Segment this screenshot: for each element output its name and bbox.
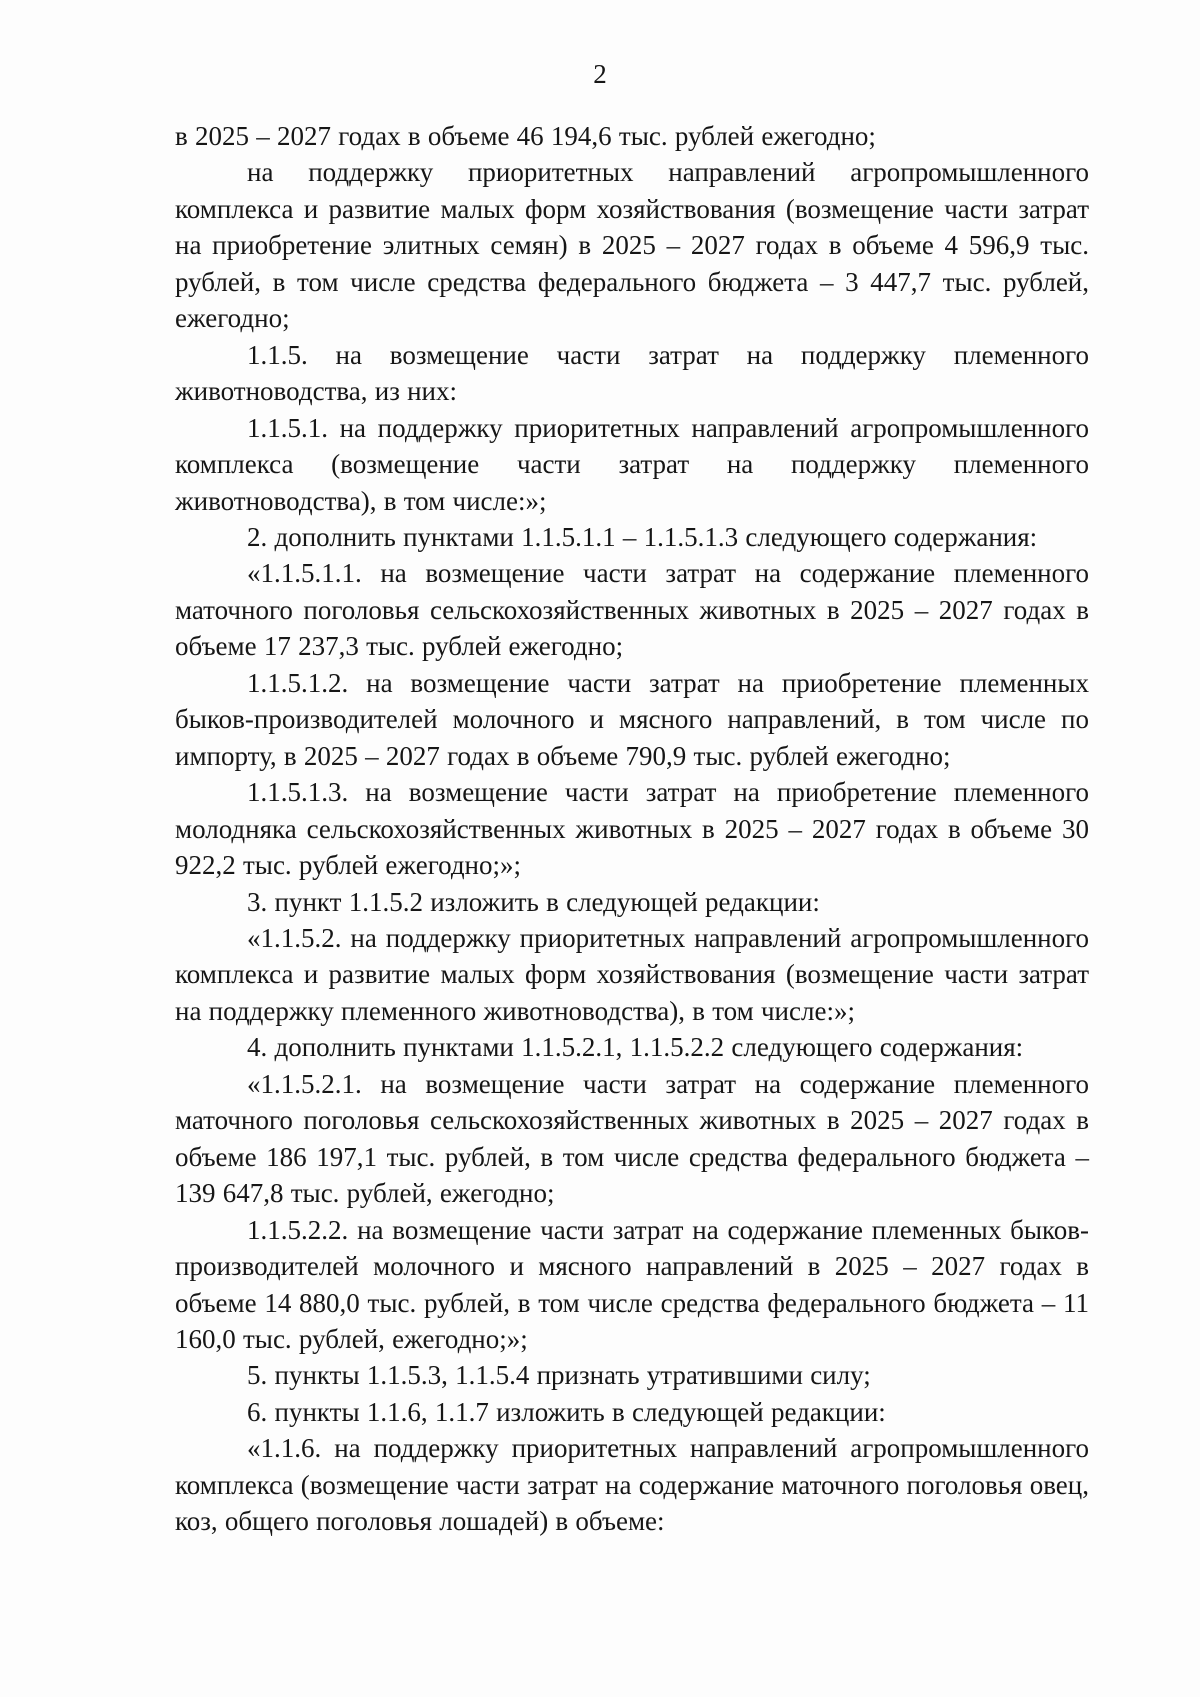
paragraph: 3. пункт 1.1.5.2 изложить в следующей редакции: [247, 886, 820, 917]
document-body [175, 118, 1089, 1540]
paragraph: 1.1.5. на возмещение части затрат на поддержку племенного животноводства, из них: [175, 339, 1089, 407]
paragraph: 1.1.5.1. на поддержку приоритетных направлений агропромышленного комплекса (возмещение части затрат на поддержку племенного животноводства), в том числе:»; [175, 412, 1089, 516]
paragraph: «1.1.5.2. на поддержку приоритетных направлений агропромышленного комплекса и развитие малых форм хозяйствования (возмещение части затрат на поддержку племенного животноводства), в том числе:»; [175, 922, 1089, 1026]
paragraph: 5. пункты 1.1.5.3, 1.1.5.4 признать утратившими силу; [247, 1360, 871, 1391]
paragraph: «1.1.6. на поддержку приоритетных направлений агропромышленного комплекса (возмещение части затрат на содержание маточного поголовья овец, коз, общего поголовья лошадей) в объеме: [175, 1433, 1089, 1537]
paragraph: 4. дополнить пунктами 1.1.5.2.1, 1.1.5.2.2 следующего содержания: [247, 1032, 1024, 1063]
paragraph: 1.1.5.2.2. на возмещение части затрат на содержание племенных быков-производителей молочного и мясного направлений в 2025 – 2027 годах в объеме 14 880,0 тыс. рублей, в том числе средства федерального бюджета – 11 160,0 тыс. рублей, ежегодно;»; [175, 1214, 1089, 1354]
paragraph: 2. дополнить пунктами 1.1.5.1.1 – 1.1.5.1.3 следующего содержания: [247, 521, 1038, 552]
paragraph: на поддержку приоритетных направлений агропромышленного комплекса и развитие малых форм хозяйствования (возмещение части затрат на приобретение элитных семян) в 2025 – 2027 годах в объеме 4 596,9 тыс. рублей, в том числе средства федерального бюджета – 3 447,7 тыс. рублей, ежегодно; [175, 157, 1089, 334]
paragraph: «1.1.5.2.1. на возмещение части затрат на содержание племенного маточного поголовья сельскохозяйственных животных в 2025 – 2027 годах в объеме 186 197,1 тыс. рублей, в том числе средства федерального бюджета – 139 647,8 тыс. рублей, ежегодно; [175, 1068, 1089, 1209]
paragraph: «1.1.5.1.1. на возмещение части затрат на содержание племенного маточного поголовья сельскохозяйственных животных в 2025 – 2027 годах в объеме 17 237,3 тыс. рублей ежегодно; [175, 558, 1089, 662]
paragraph: 1.1.5.1.2. на возмещение части затрат на приобретение племенных быков-производителей молочного и мясного направлений, в том числе по импорту, в 2025 – 2027 годах в объеме 790,9 тыс. рублей ежегодно; [175, 667, 1089, 771]
page-number: 2 [593, 59, 607, 89]
paragraph: в 2025 – 2027 годах в объеме 46 194,6 тыс. рублей ежегодно; [175, 121, 876, 151]
paragraph: 6. пункты 1.1.6, 1.1.7 изложить в следующей редакции: [247, 1396, 886, 1427]
paragraph: 1.1.5.1.3. на возмещение части затрат на приобретение племенного молодняка сельскохозяйственных животных в 2025 – 2027 годах в объеме 30 922,2 тыс. рублей ежегодно;»; [175, 777, 1089, 881]
